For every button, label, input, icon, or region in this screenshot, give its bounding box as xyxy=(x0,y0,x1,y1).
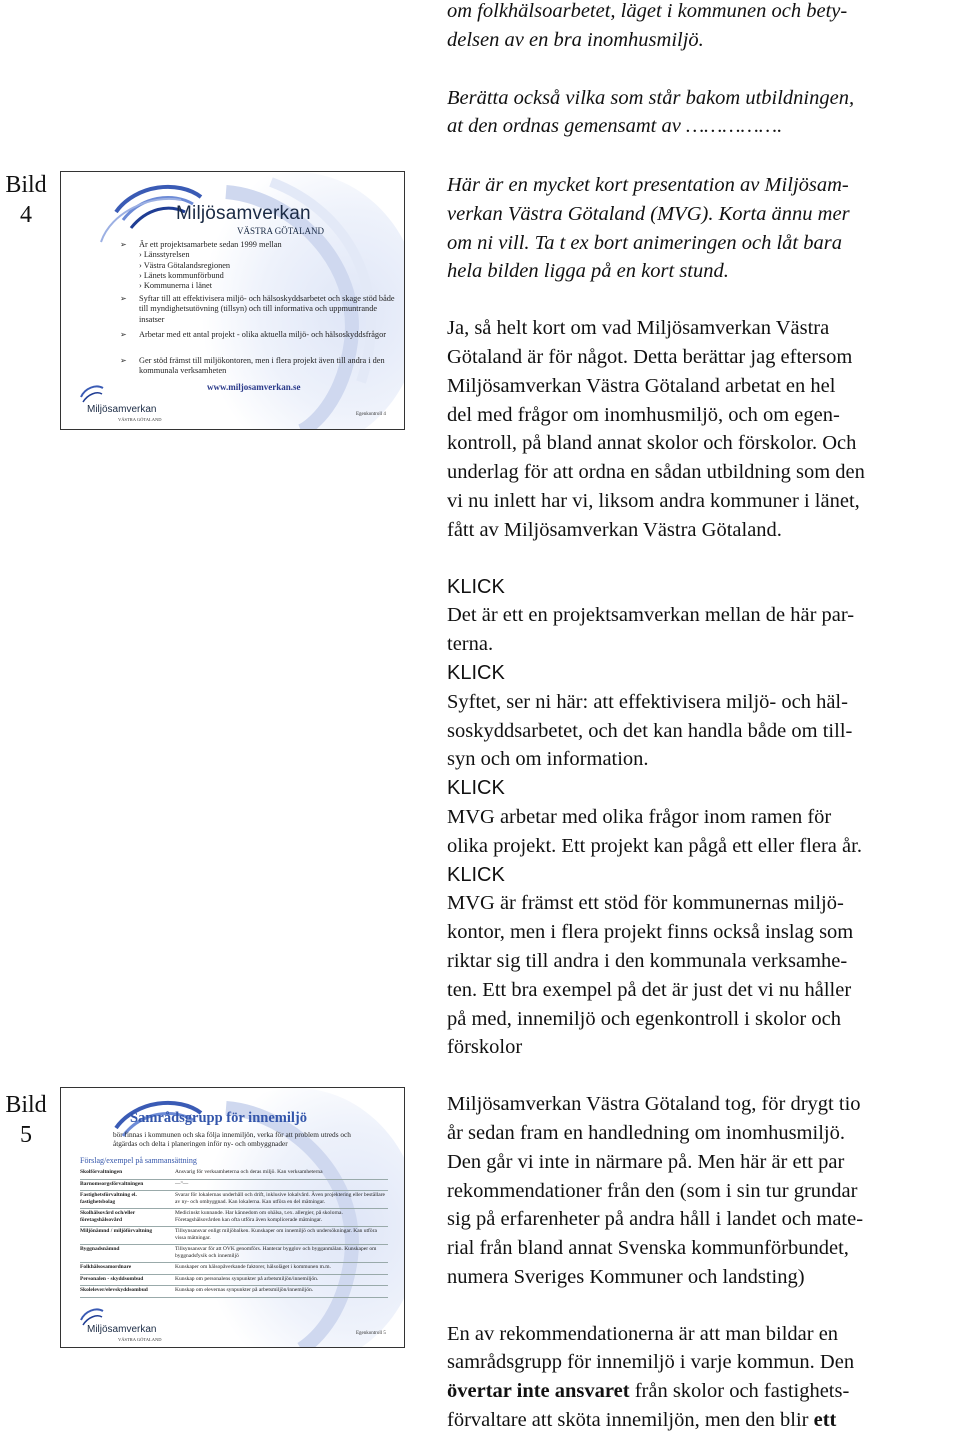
sub-item: › Kommunerna i länet xyxy=(139,281,213,291)
text-line: på med, innemiljö och egenkontroll i skolor och xyxy=(447,1007,841,1030)
paragraph-samradsgrupp xyxy=(447,1320,955,1435)
bild-number: 5 xyxy=(20,1122,32,1148)
role-cell: Folkhälsosamordnare xyxy=(80,1263,175,1275)
role-cell: Skolelever/elevskyddsombud xyxy=(80,1286,175,1298)
description-cell: Kunskap om personalens synpunkter på arbetsmiljön/innemiljön. xyxy=(175,1274,388,1286)
text-line: underlag för att ordna en sådan utbildning som den xyxy=(447,461,865,484)
klick-cue: KLICK xyxy=(447,777,505,800)
text-line: Syftet, ser ni här: att effektivisera miljö- och häl- xyxy=(447,690,848,713)
paragraph-about-mvg xyxy=(447,314,955,544)
intro-line: delsen av en bra inomhusmiljö. xyxy=(447,28,704,51)
slide-5-page-number: Egenkontroll 5 xyxy=(356,1331,386,1336)
text-line: Ja, så helt kort om vad Miljösamverkan Västra xyxy=(447,317,830,340)
description-cell: —"— xyxy=(175,1179,388,1191)
text-line: sig på erfarenheter på andra håll i landet och mate- xyxy=(447,1208,864,1231)
bold-text: övertar inte ansvaret xyxy=(447,1380,630,1403)
bullet-text: Ger stöd främst till miljökontoren, men i flera projekt även till andra i den kommunala verksamheten xyxy=(139,356,385,376)
text-line: verkan Västra Götaland (MVG). Korta ännu mer xyxy=(447,202,850,225)
text-line: förskolor xyxy=(447,1036,523,1059)
slide-4-region: VÄSTRA GÖTALAND xyxy=(237,226,325,236)
text-line: Miljösamverkan Västra Götaland arbetat en hel xyxy=(447,374,836,397)
paragraph-handledning xyxy=(447,1090,955,1292)
bild-word: Bild xyxy=(5,1092,47,1118)
bullet-text: Syftar till att effektivisera miljö- och hälsoskyddsarbetet och skage stöd både till myndighetsutövning (tillsyn) och till informativa och uppmuntrande insatser xyxy=(139,294,395,324)
text-line: En av rekommendationerna är att man bildar en xyxy=(447,1322,839,1345)
bild-5-label xyxy=(0,1090,52,1150)
text-line: kontroll, på bland annat skolor och förskolor. Och xyxy=(447,432,857,455)
text-line: Här är en mycket kort presentation av Miljösam- xyxy=(447,174,849,196)
arrow-bullet-icon: ➢ xyxy=(120,294,127,303)
table-row xyxy=(80,1168,388,1179)
arrow-bullet-icon: ➢ xyxy=(120,240,127,249)
arrow-bullet-icon: ➢ xyxy=(120,330,127,339)
text-line: Miljösamverkan Västra Götaland tog, för drygt tio xyxy=(447,1093,861,1116)
slide-4-bullet xyxy=(120,330,395,340)
text-line: kontor, men i flera projekt finns också inslag som xyxy=(447,921,854,944)
table-row xyxy=(80,1209,388,1227)
description-cell: Kunskaper om hälsopåverkande faktorer, hälsoläget i kommunen m.m. xyxy=(175,1263,388,1275)
klick-block xyxy=(447,573,955,1063)
intro-line: Berätta också vilka som står bakom utbildningen, xyxy=(447,86,855,109)
table-row xyxy=(80,1263,388,1275)
sub-item-text: Länsstyrelsen xyxy=(143,250,190,260)
slide-5-subtitle: bör finnas i kommunen och ska följa innemiljön, verka för att problem utreds och åtgärdas och delta i planeringen inför ny- och ombyggnader xyxy=(113,1130,351,1148)
slide-5-footer-region: VÄSTRA GÖTALAND xyxy=(118,1337,162,1342)
slide-4-page-number: Egenkontroll 4 xyxy=(356,412,386,417)
intro-paragraph xyxy=(447,0,955,141)
text-line: fått av Miljösamverkan Västra Götaland. xyxy=(447,518,782,541)
text-line: ten. Ett bra exempel på det är just det vi nu håller xyxy=(447,978,852,1001)
sub-item: › Länsstyrelsen xyxy=(139,250,190,260)
klick-cue: KLICK xyxy=(447,863,505,886)
text-line: samrådsgrupp för innemiljö i varje kommun. Den xyxy=(447,1351,855,1374)
intro-line: om folkhälsoarbetet, läget i kommunen och bety- xyxy=(447,0,848,22)
text-line: terna. xyxy=(447,633,494,656)
sub-item-text: Västra Götalandsregionen xyxy=(143,260,231,270)
bild-word: Bild xyxy=(5,172,47,198)
text-line: hela bilden ligga på en kort stund. xyxy=(447,260,729,283)
role-cell: Barnomsorgsförvaltningen xyxy=(80,1179,175,1191)
paragraph-presentation xyxy=(447,171,955,286)
text-line xyxy=(447,1406,955,1435)
text-line: år sedan fram en handledning om inomhusmiljö. xyxy=(447,1121,845,1144)
table-row xyxy=(80,1245,388,1263)
commentary xyxy=(447,171,955,1435)
slide-4-bullet xyxy=(120,294,395,325)
klick-cue: KLICK xyxy=(447,575,505,598)
text-span: förvaltare att sköta innemiljön, men den blir xyxy=(447,1409,814,1432)
bild-4-label xyxy=(0,170,52,230)
bold-text: ett xyxy=(813,1409,837,1432)
slide-5-title: Samrådsgrupp för innemiljö xyxy=(130,1110,307,1126)
text-line: olika projekt. Ett projekt kan pågå ett eller flera år. xyxy=(447,834,862,857)
text-line: Götaland är för något. Detta berättar jag eftersom xyxy=(447,345,853,368)
bild-number: 4 xyxy=(20,202,32,228)
text-line: syn och om information. xyxy=(447,748,649,771)
role-cell: Personalen - skyddsombud xyxy=(80,1274,175,1286)
text-line: MVG är främst ett stöd för kommunernas miljö- xyxy=(447,892,844,915)
text-line xyxy=(447,1377,955,1406)
text-line: Det är ett en projektsamverkan mellan de här par- xyxy=(447,604,855,627)
text-line: om ni vill. Ta t ex bort animeringen och låt bara xyxy=(447,231,842,254)
bullet-text: Arbetar med ett antal projekt - olika aktuella miljö- och hälsoskyddsfrågor xyxy=(139,330,386,339)
text-line: rial från bland annat Svenska kommunförbundet, xyxy=(447,1237,849,1260)
slide-4-bullet xyxy=(120,240,395,291)
arrow-bullet-icon: ➢ xyxy=(120,356,127,365)
role-cell: Byggnadsnämnd xyxy=(80,1245,175,1263)
sub-item-text: Kommunerna i länet xyxy=(143,281,213,291)
description-cell: Kunskap om elevernas synpunkter på arbetsmiljön/innemiljön. xyxy=(175,1286,388,1298)
slide-4-bullet xyxy=(120,356,395,377)
slide-5-forslag: Förslag/exempel på sammansättning xyxy=(80,1156,197,1165)
role-cell: Skolförvaltningen xyxy=(80,1168,175,1179)
intro-line: at den ordnas gemensamt av ……………. xyxy=(447,115,783,138)
slide-4-footer-region: VÄSTRA GÖTALAND xyxy=(118,417,162,422)
slide-5-table xyxy=(80,1168,388,1298)
sub-item: › Länets kommunförbund xyxy=(139,270,224,280)
table-row xyxy=(80,1227,388,1245)
slide-4-logo: Miljösamverkan xyxy=(176,203,311,224)
role-cell: Skolhälsovård och/eller företagshälsovård xyxy=(80,1209,175,1227)
description-cell: Svarar för lokalernas underhåll och drift, inklusive lokalvård. Även projektering eller beställare av ny- och ombyggnad. Kan lokalerna. Kan utföra en del mätningar. xyxy=(175,1191,388,1209)
table-row xyxy=(80,1286,388,1298)
text-line: soskyddsarbetet, och det kan handla både om till- xyxy=(447,719,853,742)
role-cell: Miljönämnd / miljöförvaltning xyxy=(80,1227,175,1245)
text-line: riktar sig till andra i den kommunala verksamhe- xyxy=(447,949,848,972)
description-cell: Tillsynsansvar enligt miljöbalken. Kunskaper om innemiljö och undersökningar. Kan utföra vissa mätningar. xyxy=(175,1227,388,1245)
role-cell: Fastighetsförvaltning el. fastighetsbolag xyxy=(80,1191,175,1209)
text-line: MVG arbetar med olika frågor inom ramen för xyxy=(447,805,832,828)
text-span: från skolor och fastighets- xyxy=(629,1380,850,1403)
bullet-text: Är ett projektsamarbete sedan 1999 mellan xyxy=(139,240,282,249)
klick-cue: KLICK xyxy=(447,661,505,684)
description-cell: Ansvarig för verksamheterna och deras miljö. Kan verksamheterna xyxy=(175,1168,388,1179)
table-row xyxy=(80,1191,388,1209)
sub-item: › Västra Götalandsregionen xyxy=(139,260,231,270)
table-row xyxy=(80,1274,388,1286)
slide-4-footer-logo: Miljösamverkan xyxy=(87,404,157,415)
text-line: del med frågor om inomhusmiljö, och om egen- xyxy=(447,403,840,426)
text-line: Den går vi inte in närmare på. Men här är ett par xyxy=(447,1150,845,1173)
description-cell: Tillsynsansvar för att OVK genomförs. Hanterar bygglov och bygganmälan. Kunskaper om byggnadsfysik och innemiljö xyxy=(175,1245,388,1263)
slide-4-url: www.miljosamverkan.se xyxy=(207,382,301,392)
text-line: rekommendationer från den (som i sin tur grundar xyxy=(447,1179,858,1202)
text-line: numera Sveriges Kommuner och landsting) xyxy=(447,1265,805,1288)
text-line: vi nu inlett har vi, liksom andra kommuner i länet, xyxy=(447,489,860,512)
slide-5-footer-logo: Miljösamverkan xyxy=(87,1324,157,1335)
description-cell: Medicinskt kunnande. Har kännedom om ohälsa, t.ex. allergier, på skolorna. Företagshälsovården kan ofta utföra även komplicerade mätningar. xyxy=(175,1209,388,1227)
sub-item-text: Länets kommunförbund xyxy=(143,270,224,280)
table-row xyxy=(80,1179,388,1191)
